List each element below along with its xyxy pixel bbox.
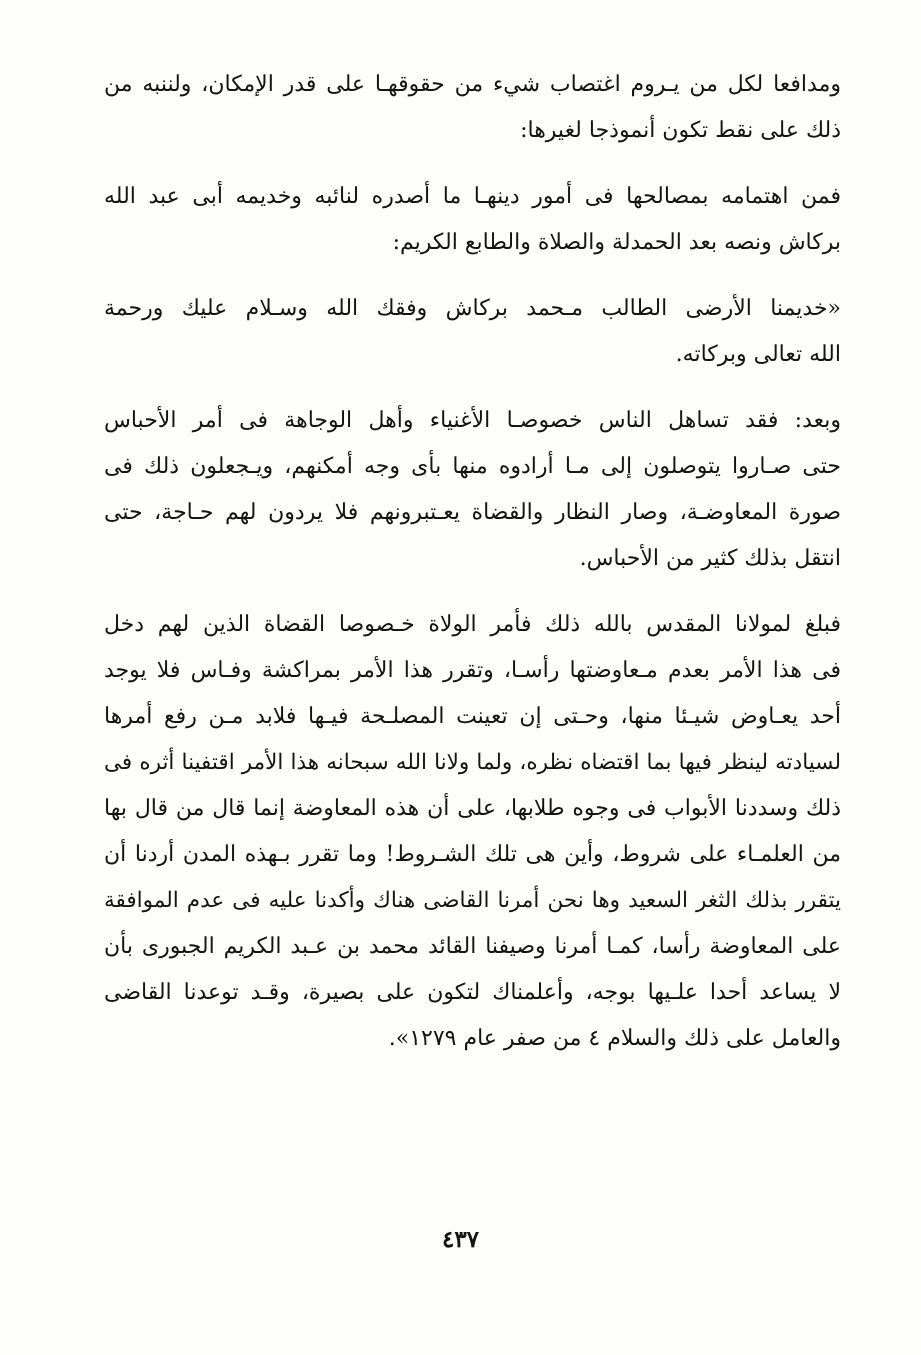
paragraph-1 bbox=[104, 62, 841, 154]
paragraph-2 bbox=[104, 174, 841, 266]
text-line: حتى صـاروا يتوصلون إلى مـا أرادوه منها بأى وجه أمكنهم، ويـجعلون ذلك فى bbox=[104, 454, 841, 479]
text-line: أحد يعـاوض شيـئا منها، وحـتى إن تعينت المصلـحة فيـها فلابد مـن رفع أمرها bbox=[104, 704, 841, 729]
text-line: ذلك على نقط تكون أنموذجا لغيرها: bbox=[520, 118, 841, 143]
text-line: وبعد: فقد تساهل الناس خصوصـا الأغنياء وأهل الوجاهة فى أمر الأحباس bbox=[104, 408, 841, 433]
text-line: والعامل على ذلك والسلام ٤ من صفر عام ١٢٧٩». bbox=[388, 1026, 841, 1051]
text-line: فمن اهتمامه بمصالحها فى أمور دينهـا ما أصدره لنائبه وخديمه أبى عبد الله bbox=[104, 184, 841, 209]
text-line: ومدافعا لكل من يـروم اغتصاب شيء من حقوقهـا على قدر الإمكان، ولننبه من bbox=[104, 72, 841, 97]
text-line: على المعاوضة رأسا، كمـا أمرنا وصيفنا القائد محمد بن عـبد الكريم الجبورى بأن bbox=[104, 934, 841, 959]
paragraph-4 bbox=[104, 398, 841, 582]
text-line: فبلغ لمولانا المقدس بالله ذلك فأمر الولاة خـصوصا القضاة الذين لهم دخل bbox=[104, 612, 841, 637]
text-line: «خديمنا الأرضى الطالب مـحمد بركاش وفقك الله وسـلام عليك ورحمة bbox=[104, 296, 841, 321]
text-line: بركاش ونصه بعد الحمدلة والصلاة والطابع الكريم: bbox=[392, 230, 841, 255]
page-number: ٤٣٧ bbox=[441, 1226, 480, 1253]
text-line: الله تعالى وبركاته. bbox=[675, 342, 841, 367]
text-line: يتقرر بذلك الثغر السعيد وها نحن أمرنا القاضى هناك وأكدنا عليه فى عدم الموافقة bbox=[104, 888, 841, 913]
paragraph-5 bbox=[104, 602, 841, 1062]
text-line: انتقل بذلك كثير من الأحباس. bbox=[579, 546, 841, 571]
text-line: فى هذا الأمر بعدم مـعاوضتها رأسـا، وتقرر هذا الأمر بمراكشة وفـاس فلا يوجد bbox=[104, 658, 841, 683]
text-line: صورة المعاوضـة، وصار النظار والقضاة يعـتبرونهم فلا يردون لهم حـاجة، حتى bbox=[104, 500, 841, 525]
text-line: لا يساعد أحدا علـيها بوجه، وأعلمناك لتكون على بصيرة، وقـد توعدنا القاضى bbox=[104, 980, 841, 1005]
text-line: ذلك وسددنا الأبواب فى وجوه طلابها، على أن هذه المعاوضة إنما قال من قال بها bbox=[104, 796, 841, 821]
body-text bbox=[104, 62, 841, 1082]
text-line: من العلمـاء على شروط، وأين هى تلك الشـروط! وما تقرر بـهذه المدن أردنا أن bbox=[104, 842, 841, 867]
paragraph-3 bbox=[104, 286, 841, 378]
text-line: لسيادته لينظر فيها بما اقتضاه نظره، ولما ولانا الله سبحانه هذا الأمر اقتفينا أثره فى bbox=[104, 750, 841, 775]
